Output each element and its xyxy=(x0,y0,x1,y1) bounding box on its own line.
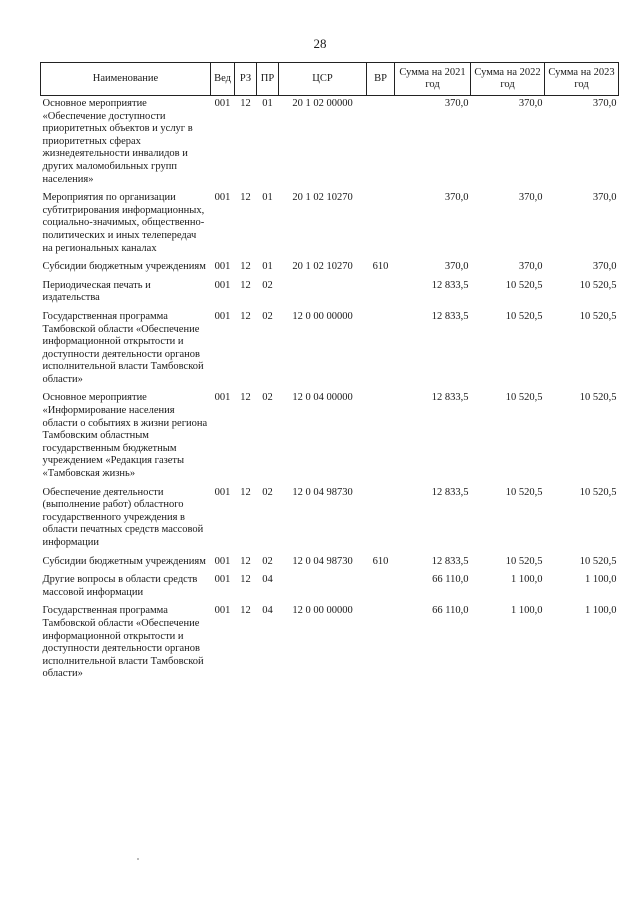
row-sum-2023: 10 520,5 xyxy=(579,279,617,291)
row-pr: 01 xyxy=(262,98,273,109)
row-pr: 04 xyxy=(262,574,273,586)
row-name: Основное мероприятие «Информирование населения области о событиях в жизни региона Тамбовским областным государственным бюджетным учреждением «Редакция газеты «Тамбовская жизнь» xyxy=(42,392,208,480)
row-csr: 20 1 02 10270 xyxy=(292,261,353,273)
row-pr: 02 xyxy=(262,486,273,498)
row-ved: 001 xyxy=(214,192,231,204)
table-row xyxy=(41,259,619,278)
row-sum-2023: 10 520,5 xyxy=(579,486,617,498)
row-vr xyxy=(367,96,395,191)
scan-speck xyxy=(137,858,139,860)
row-sum-2021: 12 833,5 xyxy=(431,310,469,322)
row-name: Другие вопросы в области средств массовой информации xyxy=(42,574,198,598)
row-vr xyxy=(367,309,395,391)
row-vr: 610 xyxy=(372,555,389,567)
row-sum-2023: 10 520,5 xyxy=(579,392,617,404)
row-name: Обеспечение деятельности (выполнение работ) областного государственного учреждения в области печатных средств массовой информации xyxy=(42,486,204,548)
row-sum-2022: 10 520,5 xyxy=(505,392,543,404)
row-ved: 001 xyxy=(214,98,231,109)
row-sum-2021: 12 833,5 xyxy=(431,279,469,291)
row-vr xyxy=(367,278,395,309)
table-row xyxy=(41,572,619,603)
row-ved: 001 xyxy=(214,555,231,567)
row-rz: 12 xyxy=(240,98,251,109)
table-row xyxy=(41,190,619,259)
row-sum-2023: 1 100,0 xyxy=(585,574,617,586)
row-pr: 01 xyxy=(262,192,273,204)
row-rz: 12 xyxy=(240,310,251,322)
row-vr xyxy=(367,485,395,554)
row-sum-2023: 10 520,5 xyxy=(579,555,617,567)
row-ved: 001 xyxy=(214,574,231,586)
row-ved: 001 xyxy=(214,310,231,322)
row-ved: 001 xyxy=(214,261,231,273)
row-sum-2022: 370,0 xyxy=(518,261,543,273)
header-sum-2022: Сумма на 2022 год xyxy=(471,63,545,96)
row-sum-2022: 1 100,0 xyxy=(511,605,543,617)
row-sum-2023: 370,0 xyxy=(592,192,617,204)
row-rz: 12 xyxy=(240,392,251,404)
header-rz: РЗ xyxy=(235,63,257,96)
header-sum-2023: Сумма на 2023 год xyxy=(545,63,619,96)
row-sum-2022: 10 520,5 xyxy=(505,310,543,322)
row-name: Субсидии бюджетным учреждениям xyxy=(42,555,206,567)
page-number: 28 xyxy=(313,36,327,51)
row-sum-2021: 12 833,5 xyxy=(431,555,469,567)
header-pr: ПР xyxy=(257,63,279,96)
row-sum-2023: 1 100,0 xyxy=(585,605,617,617)
row-ved: 001 xyxy=(214,605,231,617)
row-sum-2021: 66 110,0 xyxy=(432,605,469,617)
table-row xyxy=(41,309,619,391)
row-sum-2021: 370,0 xyxy=(444,261,469,273)
row-csr: 12 0 04 00000 xyxy=(292,392,353,404)
header-name: Наименование xyxy=(41,63,211,96)
row-vr xyxy=(367,603,395,685)
row-name: Субсидии бюджетным учреждениям xyxy=(42,261,206,273)
row-rz: 12 xyxy=(240,192,251,204)
row-name: Основное мероприятие «Обеспечение доступности приоритетных объектов и услуг в приоритетных сферах жизнедеятельности инвалидов и других маломобильных групп населения» xyxy=(42,98,193,185)
row-rz: 12 xyxy=(240,279,251,291)
row-csr xyxy=(279,572,367,603)
row-sum-2021: 66 110,0 xyxy=(432,574,469,586)
row-name: Государственная программа Тамбовской области «Обеспечение информационной открытости и доступности деятельности органов исполнительной власти Тамбовской области» xyxy=(42,605,204,680)
row-sum-2023: 370,0 xyxy=(592,98,617,109)
row-rz: 12 xyxy=(240,486,251,498)
row-csr xyxy=(279,278,367,309)
table-row xyxy=(41,554,619,573)
row-sum-2022: 10 520,5 xyxy=(505,486,543,498)
row-csr: 12 0 00 00000 xyxy=(292,605,353,617)
row-ved: 001 xyxy=(214,279,231,291)
row-sum-2021: 12 833,5 xyxy=(431,392,469,404)
row-vr xyxy=(367,572,395,603)
table-row xyxy=(41,603,619,685)
header-ved: Вед xyxy=(211,63,235,96)
row-pr: 01 xyxy=(262,261,273,273)
row-vr xyxy=(367,190,395,259)
row-rz: 12 xyxy=(240,574,251,586)
row-csr: 20 1 02 00000 xyxy=(292,98,353,109)
row-pr: 02 xyxy=(262,392,273,404)
budget-table xyxy=(40,62,619,685)
row-sum-2022: 10 520,5 xyxy=(505,279,543,291)
table-row xyxy=(41,390,619,484)
table-row xyxy=(41,278,619,309)
table-row xyxy=(41,96,619,191)
row-vr xyxy=(367,390,395,484)
row-rz: 12 xyxy=(240,555,251,567)
table-body xyxy=(41,96,619,685)
row-pr: 02 xyxy=(262,555,273,567)
table-header xyxy=(41,63,619,96)
row-name: Государственная программа Тамбовской области «Обеспечение информационной открытости и доступности деятельности органов исполнительной власти Тамбовской области» xyxy=(42,310,204,385)
row-csr: 12 0 04 98730 xyxy=(292,486,353,498)
row-sum-2023: 370,0 xyxy=(592,261,617,273)
row-ved: 001 xyxy=(214,486,231,498)
row-ved: 001 xyxy=(214,392,231,404)
header-sum-2021: Сумма на 2021 год xyxy=(395,63,471,96)
row-name: Периодическая печать и издательства xyxy=(42,279,151,304)
header-vr: ВР xyxy=(367,63,395,96)
row-vr: 610 xyxy=(372,261,389,273)
row-pr: 02 xyxy=(262,310,273,322)
row-rz: 12 xyxy=(240,605,251,617)
header-csr: ЦСР xyxy=(279,63,367,96)
table-row xyxy=(41,485,619,554)
row-sum-2023: 10 520,5 xyxy=(579,310,617,322)
row-pr: 02 xyxy=(262,279,273,291)
row-rz: 12 xyxy=(240,261,251,273)
row-sum-2022: 370,0 xyxy=(518,98,543,109)
row-sum-2022: 1 100,0 xyxy=(511,574,543,586)
row-sum-2021: 12 833,5 xyxy=(431,486,469,498)
row-csr: 20 1 02 10270 xyxy=(292,192,353,204)
row-pr: 04 xyxy=(262,605,273,617)
row-csr: 12 0 00 00000 xyxy=(292,310,353,322)
row-sum-2021: 370,0 xyxy=(444,192,469,204)
row-name: Мероприятия по организации субтитрирования информационных, социально-значимых, общественно-политических и иных телепередач на региональных каналах xyxy=(42,192,205,254)
row-csr: 12 0 04 98730 xyxy=(292,555,353,567)
row-sum-2022: 10 520,5 xyxy=(505,555,543,567)
row-sum-2021: 370,0 xyxy=(444,98,469,109)
row-sum-2022: 370,0 xyxy=(518,192,543,204)
